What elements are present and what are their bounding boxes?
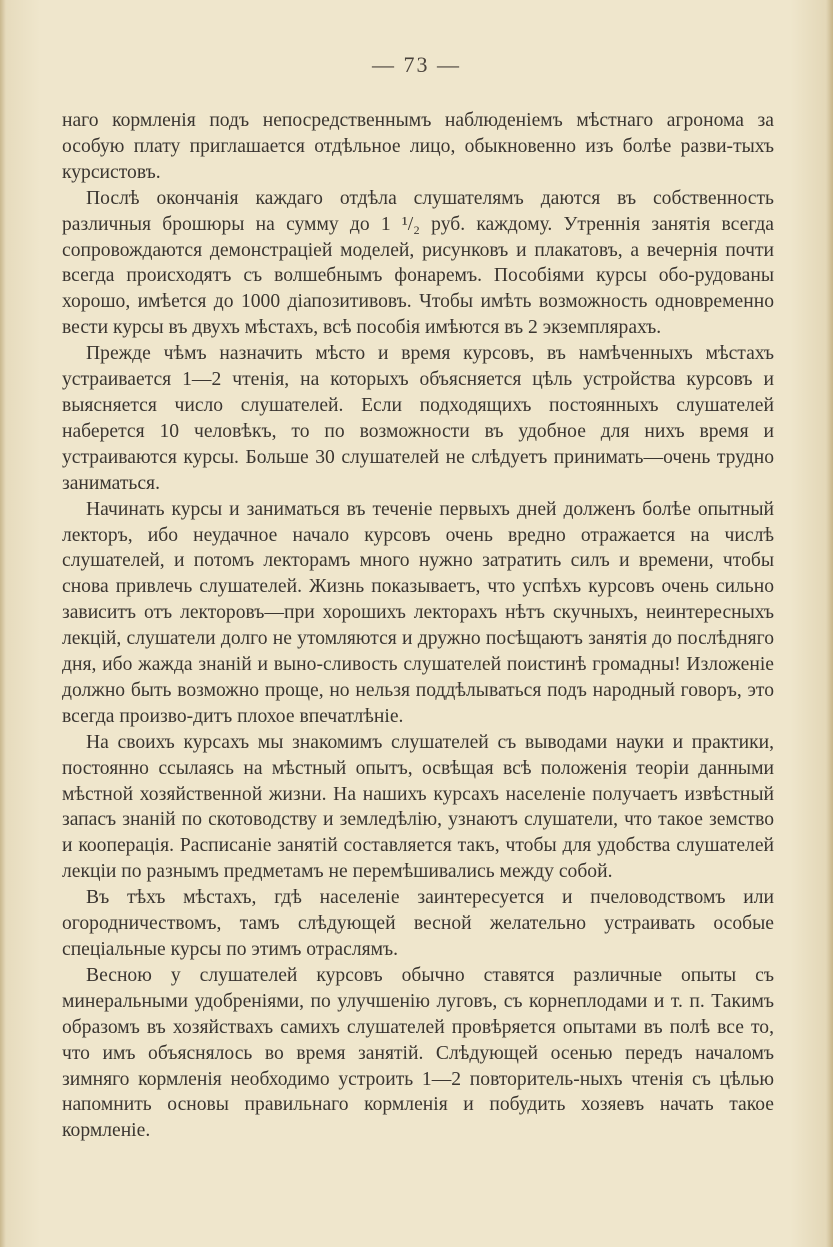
paragraph-5: На своихъ курсахъ мы знакомимъ слушателей съ выводами науки и практики, постоянно ссылаясь на мѣстный опытъ, освѣщая всѣ положенія теоріи данными мѣстной хозяйственной жизни. На нашихъ курсахъ населеніе получаетъ извѣстный запасъ знаній по скотоводству и земледѣлію, узнаютъ слушатели, что такое земство и кооперація. Расписаніе занятій составляется такъ, чтобы для удобства слушателей лекціи по разнымъ предметамъ не перемѣшивались между собой.: [62, 731, 774, 883]
paragraph-3: Прежде чѣмъ назначить мѣсто и время курсовъ, въ намѣченныхъ мѣстахъ устраивается 1—2 чтенія, на которыхъ объясняется цѣль устройства курсовъ и выясняется число слушателей. Если подходящихъ постоянныхъ слушателей наберется 10 человѣкъ, то по возможности въ удобное для нихъ время и устраиваются курсы. Больше 30 слушателей не слѣдуетъ принимать—очень трудно заниматься.: [62, 343, 774, 494]
paragraph-6: Въ тѣхъ мѣстахъ, гдѣ населеніе заинтересуется и пчеловодствомъ или огородничествомъ, тамъ слѣдующей весной желательно устраивать особые спеціальные курсы по этимъ отраслямъ.: [62, 887, 774, 960]
paragraph-7: Весною у слушателей курсовъ обычно ставятся различные опыты съ минеральными удобреніями, по улучшенію луговъ, съ корнеплодами и т. п. Такимъ образомъ въ хозяйствахъ самихъ слушателей провѣряется опытами въ полѣ все то, что имъ объяснялось во время занятій. Слѣдующей осенью передъ началомъ зимняго кормленія необходимо устроить 1—2 повторитель-ныхъ чтенія съ цѣлью напомнить основы правильнаго кормленія и побудить хозяевъ начать такое кормленіе.: [62, 964, 774, 1142]
paragraph-1: наго кормленія подъ непосредственнымъ наблюденіемъ мѣстнаго агронома за особую плату приглашается отдѣльное лицо, обыкновенно изъ болѣе разви-тыхъ курсистовъ.: [62, 110, 774, 183]
paragraph-4: Начинать курсы и заниматься въ теченіе первыхъ дней долженъ болѣе опытный лекторъ, ибо неудачное начало курсовъ очень вредно отражается на числѣ слушателей, и потомъ лекторамъ много нужно затратить силъ и времени, чтобы снова привлечь слушателей. Жизнь показываетъ, что успѣхъ курсовъ очень сильно зависитъ отъ лекторовъ—при хорошихъ лекторахъ нѣтъ скучныхъ, неинтересныхъ лекцій, слушатели долго не утомляются и дружно посѣщаютъ занятія до послѣдняго дня, ибо жажда знаній и выно-сливость слушателей поистинѣ громадны! Изложеніе должно быть возможно проще, но нельзя поддѣлываться подъ народный говоръ, это всегда произво-дитъ плохое впечатлѣніе.: [62, 498, 774, 727]
paragraph-2: Послѣ окончанія каждаго отдѣла слушателямъ даются въ собственность различныя брошюры на сумму до 1 ¹/₂ руб. каждому. Утреннія занятія всегда сопровождаются демонстраціей моделей, рисунковъ и плакатовъ, а вечернія почти всегда происходятъ съ волшебнымъ фонаремъ. Пособіями курсы обо-рудованы хорошо, имѣется до 1000 діапозитивовъ. Чтобы имѣть возможность одновременно вести курсы въ двухъ мѣстахъ, всѣ пособія имѣются въ 2 экземплярахъ.: [62, 187, 774, 339]
body-text: [62, 108, 774, 1144]
page-number: — 73 —: [372, 52, 461, 77]
